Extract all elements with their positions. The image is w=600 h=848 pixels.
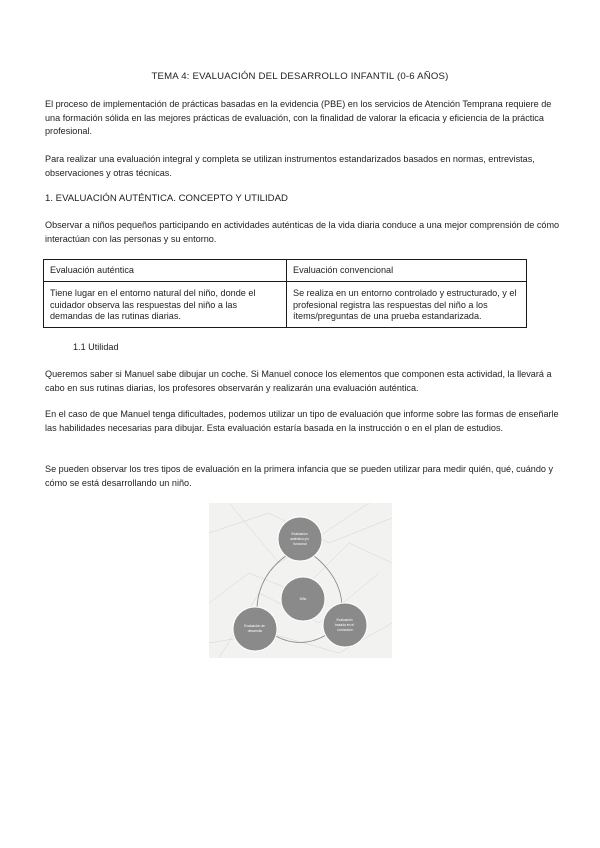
evaluation-types-diagram — [209, 503, 392, 658]
table-row — [44, 282, 527, 328]
instruments-paragraph: Para realizar una evaluación integral y completa se utilizan instrumentos estandarizados basados en normas, entrevistas, observaciones y otras técnicas. — [45, 154, 535, 178]
node-authentic-label: Evaluación auténtica y/o funcional — [290, 532, 309, 546]
diagram-svg — [209, 503, 392, 658]
section-paragraph: Observar a niños pequeños participando en actividades auténticas de la vida diaria conduce a una mejor comprensión de cómo interactúan con las personas y su entorno. — [45, 220, 560, 244]
table-header-authentic: Evaluación auténtica — [44, 260, 287, 282]
section-heading: 1. EVALUACIÓN AUTÉNTICA. CONCEPTO Y UTILIDAD — [45, 193, 288, 204]
subsection-heading: 1.1 Utilidad — [73, 342, 119, 352]
utility-paragraph-1: Queremos saber si Manuel sabe dibujar un coche. Si Manuel conoce los elementos que componen esta actividad, la llevará a cabo en sus rutinas diarias, los profesores observarán y realizarán una evaluación auténtica. — [45, 369, 552, 393]
page-title: TEMA 4: EVALUACIÓN DEL DESARROLLO INFANTIL (0-6 AÑOS) — [151, 71, 449, 82]
node-development-label: Evaluación de desarrollo — [244, 624, 265, 633]
table-cell-conventional: Se realiza en un entorno controlado y estructurado, y el profesional registra las respuestas del niño a los ítems/preguntas de una prueba estandarizada. — [287, 282, 527, 328]
utility-paragraph-3: Se pueden observar los tres tipos de evaluación en la primera infancia que se pueden utilizar para medir quién, qué, cuándo y cómo se está desarrollando un niño. — [45, 464, 554, 488]
node-curriculum-label: Evaluación basada en el currículum — [335, 618, 354, 632]
intro-paragraph: El proceso de implementación de prácticas basadas en la evidencia (PBE) en los servicios de Atención Temprana requiere de una formación sólida en las mejores prácticas de evaluación, con la finalidad de valorar la eficacia y eficiencia de la práctica profesional. — [45, 99, 552, 137]
comparison-table — [43, 259, 527, 328]
table-header-row — [44, 260, 527, 282]
node-child-label: Niño — [299, 597, 307, 601]
table-cell-authentic: Tiene lugar en el entorno natural del niño, donde el cuidador observa las respuestas del niño a las demandas de las rutinas diarias. — [44, 282, 287, 328]
table-header-conventional: Evaluación convencional — [287, 260, 527, 282]
utility-paragraph-2: En el caso de que Manuel tenga dificultades, podemos utilizar un tipo de evaluación que informe sobre las formas de enseñarle las habilidades necesarias para dibujar. Esta evaluación estaría basada en la instrucción o en el plan de estudios. — [45, 409, 559, 433]
